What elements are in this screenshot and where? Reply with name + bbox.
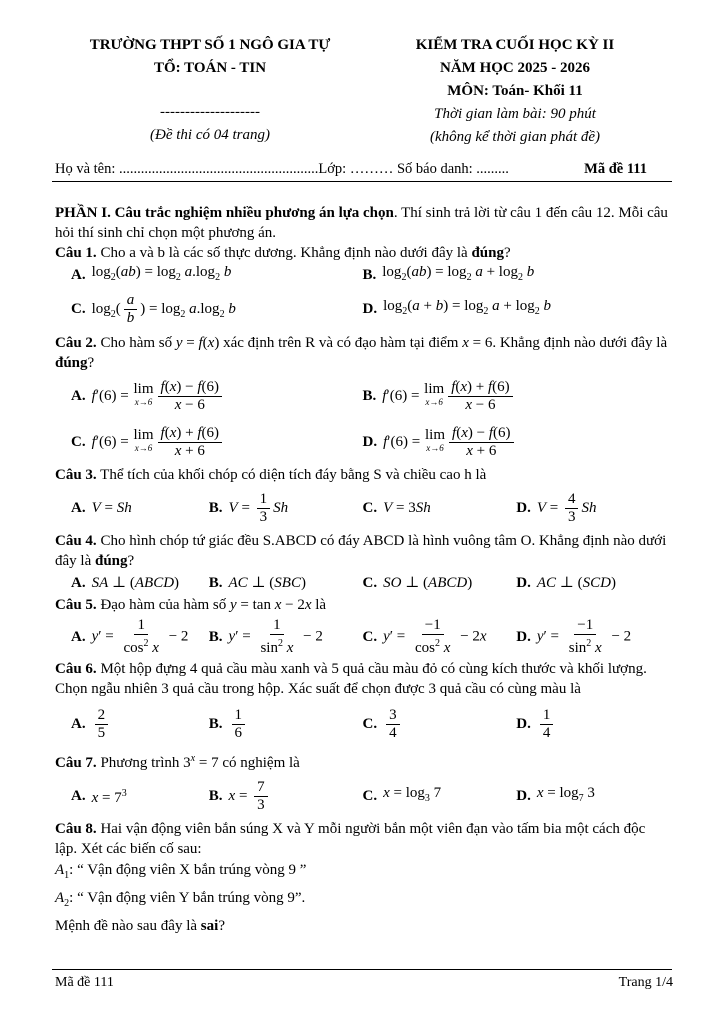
part1-heading	[55, 203, 670, 243]
info-divider	[52, 181, 672, 182]
q4-option-a: SA ⊥ (ABCD)	[91, 575, 180, 591]
q1-options-row1: A. $\log_2(ab) = \log_2 a.\log_2$ b B. $\log_2(ab) = \log_2 a + \log_2 b$	[55, 263, 670, 287]
q7-option-d: $x = \log_7 3$	[536, 785, 595, 804]
question-2: Câu 2. Cho hàm số y = f(x) xác định trên R và có đạo hàm tại điểm x = 6. Khẳng định nào dưới đây là đúng?	[55, 335, 668, 371]
part1-title: PHẦN I. Câu trắc nghiệm nhiều phương án lựa chọn	[55, 205, 394, 221]
exam-title: KIỂM TRA CUỐI HỌC KỲ II	[415, 37, 615, 53]
q8-prompt: Mệnh đề nào sau đây là sai?	[55, 918, 225, 934]
q3-option-c: V = 3Sh	[383, 500, 431, 516]
q7-option-c: $x = \log_3 7$	[383, 785, 442, 804]
q2-option-d: f′(6) = lim x→6 $\frac{f(x) - f(6)}{x + 6}$	[383, 425, 516, 460]
q3-option-a: V = Sh	[91, 500, 132, 516]
q1-options-row2: C. $\log_2$( $\frac{a}{b}$ ) = $\log_2 a.\log_2$ b D. $\log_2(a + b) = \log_2 a + \log_2 b$	[71, 291, 551, 326]
header-left	[40, 34, 380, 147]
department: TỔ: TOÁN - TIN	[153, 60, 267, 76]
q7-option-a: $x = 7^3$	[91, 788, 127, 806]
q7-options: A. $x = 7^3$ B. x = $\frac{7}{3}$ C. $x = \log_3 7$ D. $x = \log_7 3$	[71, 778, 595, 813]
dash-line: --------------------	[160, 104, 260, 120]
subject: MÔN: Toán- Khối 11	[447, 83, 583, 99]
q5-option-c: y′ = $\frac{-1}{\cos^2 x}$ − 2x	[383, 617, 487, 656]
time-note: (không kể thời gian phát đề)	[429, 129, 601, 145]
question-5: Câu 5. Đạo hàm của hàm số y = tan x − 2x là	[55, 597, 327, 613]
q4-option-d: AC ⊥ (SCD)	[536, 575, 616, 591]
question-6: Câu 6. Một hộp đựng 4 quả cầu màu xanh và 5 quả cầu màu đỏ có cùng kích thước và khối lượng. Chọn ngẫu nhiên 3 quả cầu trong hộp. Xác suất để chọn được 3 quả cầu có cùng màu là	[55, 661, 647, 697]
school-name: TRƯỜNG THPT SỐ 1 NGÔ GIA TỰ	[89, 37, 331, 53]
question-7: Câu 7. Phương trình $3^x = 7$ có nghiệm là	[55, 753, 300, 771]
event-a2: $A_2$: “ Vận động viên Y bắn trúng vòng 9”.	[55, 890, 306, 909]
q6-option-b: $\frac{1}{6}$	[229, 707, 249, 742]
q6-option-d: $\frac{1}{4}$	[537, 707, 557, 742]
q4-option-c: SO ⊥ (ABCD)	[383, 575, 473, 591]
q5-option-b: y′ = $\frac{1}{\sin^2 x}$ − 2	[228, 617, 323, 656]
school-year: NĂM HỌC 2025 - 2026	[440, 60, 590, 76]
q5-option-d: y′ = $\frac{-1}{\sin^2 x}$ − 2	[536, 617, 632, 656]
q1-option-b: $\log_2(ab) = \log_2 a + \log_2 b$	[382, 264, 535, 283]
footer-code: Mã đề 111	[55, 975, 114, 990]
q5-options: A. y′ = $\frac{1}{\cos^2 x}$ − 2 B. y′ = $\frac{1}{\sin^2 x}$ − 2 C. y′ = $\frac{-1}{\cos^2 x}$ − 2x D. y′ = $\frac{-1}{\sin^2 x}$ − 2	[71, 617, 632, 656]
q2-option-a: f′(6) = lim x→6 $\frac{f(x) - f(6)}{x - 6}$	[92, 379, 225, 414]
q4-options: A. SA ⊥ (ABCD) B. AC ⊥ (SBC) C. SO ⊥ (ABCD) D. AC ⊥ (SCD)	[71, 575, 616, 591]
question-3: Câu 3. Thể tích của khối chóp có diện tích đáy bằng S và chiều cao h là	[55, 467, 487, 483]
q4-option-b: AC ⊥ (SBC)	[228, 575, 306, 591]
header-right	[380, 34, 650, 149]
time-limit: Thời gian làm bài: 90 phút	[434, 106, 596, 122]
question-8: Câu 8. Hai vận động viên bắn súng X và Y mỗi người bắn một viên đạn vào tấm bia một cách độc lập. Xét các biến cố sau:	[55, 821, 646, 857]
page-number: Trang 1/4	[618, 975, 673, 990]
q2-option-b: f′(6) = lim x→6 $\frac{f(x) + f(6)}{x - 6}$	[382, 379, 515, 414]
q1-option-a: $\log_2(ab) = \log_2 a.\log_2$ b	[91, 264, 232, 283]
footer-divider	[52, 969, 672, 970]
q5-option-a: y′ = $\frac{1}{\cos^2 x}$ − 2	[91, 617, 189, 656]
pages-note: (Đề thi có 04 trang)	[150, 127, 270, 143]
q1-option-d: $\log_2(a + b) = \log_2 a + \log_2 b$	[383, 298, 551, 317]
q2-options-row2: C. f′(6) = lim x→6 $\frac{f(x) + f(6)}{x + 6}$ D. f′(6) = lim x→6 $\frac{f(x) - f(6)}{x + 6}$	[55, 419, 670, 465]
exam-code: Mã đề 111	[584, 161, 647, 177]
q2-options-row1: A. f′(6) = lim x→6 $\frac{f(x) - f(6)}{x - 6}$ B. f′(6) = lim x→6 $\frac{f(x) + f(6)}{x - 6}$	[55, 373, 670, 419]
q3-options: A. V = Sh B. V = $\frac{1}{3}$ Sh C. V = 3Sh D. V = $\frac{4}{3}$ Sh	[71, 490, 597, 525]
part1-desc: . Thí sinh trả lời từ câu 1 đến câu 12. Mỗi câu hỏi thí sinh chỉ chọn một phương án.	[55, 205, 668, 241]
q3-option-d: V = $\frac{4}{3}$ Sh	[536, 490, 597, 525]
student-fields: Họ và tên: .......................................................Lớp: ……… Số báo danh: .........	[55, 161, 509, 177]
q7-option-b: x = $\frac{7}{3}$	[229, 779, 271, 814]
q2-option-c: f′(6) = lim x→6 $\frac{f(x) + f(6)}{x + 6}$	[92, 425, 225, 460]
question-1: Câu 1. Cho a và b là các số thực dương. Khẳng định nào dưới đây là đúng?	[55, 245, 511, 261]
q6-options: A. $\frac{2}{5}$ B. $\frac{1}{6}$ C. $\frac{3}{4}$ D. $\frac{1}{4}$	[55, 699, 670, 749]
student-info-line	[55, 161, 647, 178]
event-a1: $A_1$: “ Vận động viên X bắn trúng vòng 9 ”	[55, 862, 307, 881]
exam-content	[55, 203, 670, 937]
q3-option-b: V = $\frac{1}{3}$ Sh	[228, 490, 289, 525]
q6-option-c: $\frac{3}{4}$	[383, 707, 403, 742]
q6-option-a: $\frac{2}{5}$	[92, 707, 112, 742]
q1-option-c: $\log_2$( $\frac{a}{b}$ ) = $\log_2 a.\log_2$ b	[91, 291, 236, 326]
question-4: Câu 4. Cho hình chóp tứ giác đều S.ABCD có đáy ABCD là hình vuông tâm O. Khẳng định nào dưới đây là đúng?	[55, 533, 667, 569]
